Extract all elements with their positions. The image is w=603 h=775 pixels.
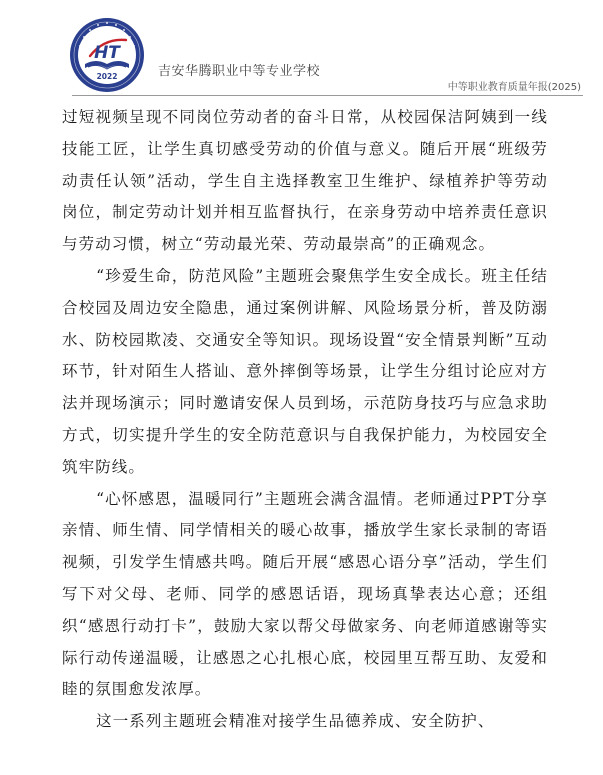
logo-year: 2022 — [96, 72, 118, 81]
document-body — [62, 102, 548, 738]
logo-initials: HT — [94, 43, 120, 63]
page-header — [0, 0, 603, 100]
paragraph-safety: “珍爱生命，防范风险”主题班会聚焦学生安全成长。班主任结合校园及周边安全隐患，通过案例讲解、风险场景分析，普及防溺水、防校园欺凌、交通安全等知识。现场设置“安全情景判断”互动环节，针对陌生人搭讪、意外摔倒等场景，让学生分组讨论应对方法并现场演示；同时邀请安保人员到场，示范防身技巧与应急求助方式，切实提升学生的安全防范意识与自我保护能力，为校园安全筑牢防线。 — [62, 266, 548, 476]
paragraph-summary: 这一系列主题班会精准对接学生品德养成、安全防护、 — [96, 712, 495, 731]
paragraph-gratitude: “心怀感恩，温暖同行”主题班会满含温情。老师通过PPT分享亲情、师生情、同学情相关的暖心故事，播放学生家长录制的寄语视频，引发学生情感共鸣。随后开展“感恩心语分享”活动，学生们写下对父母、老师、同学的感恩话语，现场真挚表达心意；还组织“感恩行动打卡”，鼓励大家以帮父母做家务、向老师道感谢等实际行动传递温暖，让感恩之心扎根心底，校园里互帮互助、友爱和睦的氛围愈发浓厚。 — [62, 489, 548, 699]
header-divider — [72, 95, 583, 96]
school-name: 吉安华腾职业中等专业学校 — [158, 64, 321, 79]
school-emblem-icon — [68, 16, 146, 94]
paragraph-continued: 过短视频呈现不同岗位劳动者的奋斗日常，从校园保洁阿姨到一线技能工匠，让学生真切感受劳动的价值与意义。随后开展“班级劳动责任认领”活动，学生自主选择教室卫生维护、绿植养护等劳动岗位，制定劳动计划并相互监督执行，在亲身劳动中培养责任意识与劳动习惯，树立“劳动最光荣、劳动最崇高”的正确观念。 — [62, 108, 548, 254]
report-title: 中等职业教育质量年报(2025) — [447, 82, 581, 93]
